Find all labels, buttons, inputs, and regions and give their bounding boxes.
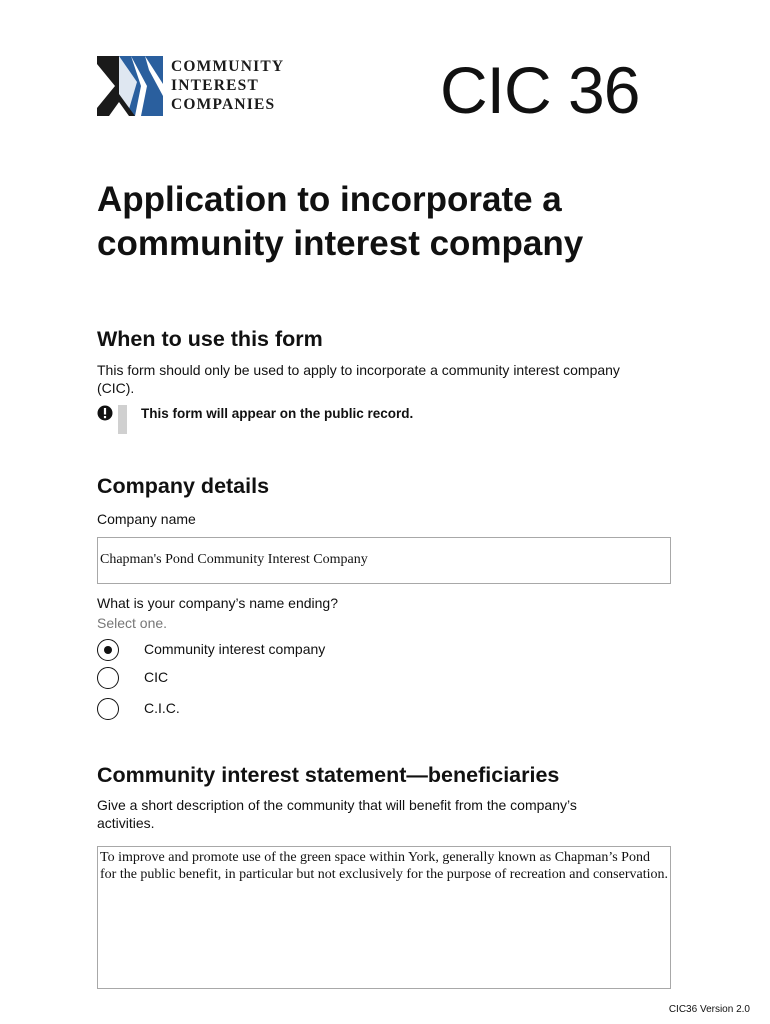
radio-label: C.I.C. bbox=[144, 700, 180, 716]
public-record-notice: This form will appear on the public record. bbox=[141, 406, 414, 421]
logo-line-3: COMPANIES bbox=[171, 96, 276, 113]
logo-line-2: INTEREST bbox=[171, 77, 259, 94]
page-title: Application to incorporate a community interest company bbox=[97, 180, 584, 263]
radio-button[interactable] bbox=[97, 698, 119, 720]
form-version: CIC36 Version 2.0 bbox=[668, 1004, 750, 1015]
company-name-field[interactable] bbox=[97, 537, 671, 584]
notice-bar bbox=[118, 405, 127, 434]
company-name-value: Chapman's Pond Community Interest Company bbox=[100, 552, 368, 567]
radio-label: Community interest company bbox=[144, 641, 326, 657]
when-to-use-text: This form should only be used to apply to incorporate a community interest company (CIC). bbox=[97, 362, 620, 396]
radio-button-selected[interactable] bbox=[97, 639, 119, 661]
beneficiaries-value: To improve and promote use of the green space within York, generally known as Chapman’s Pond for the public benefit, in particular but not exclusively for the purpose of recreation and conservation. bbox=[100, 850, 668, 882]
name-ending-question: What is your company’s name ending? bbox=[97, 595, 338, 611]
cic-logo bbox=[97, 56, 307, 118]
company-name-label: Company name bbox=[97, 511, 196, 527]
radio-option-c-i-c[interactable] bbox=[97, 698, 497, 724]
radio-label: CIC bbox=[144, 669, 169, 685]
beneficiaries-heading: Community interest statement—beneficiaries bbox=[97, 763, 560, 787]
logo-wordmark bbox=[171, 57, 284, 114]
beneficiaries-instructions: Give a short description of the community that will benefit from the company’s activities. bbox=[97, 797, 577, 831]
radio-option-cic[interactable] bbox=[97, 667, 497, 693]
form-code: CIC 36 bbox=[440, 53, 640, 127]
radio-option-community-interest-company[interactable] bbox=[97, 639, 497, 665]
beneficiaries-field[interactable] bbox=[97, 846, 671, 989]
exclamation-icon bbox=[97, 405, 113, 421]
when-to-use-heading: When to use this form bbox=[97, 327, 323, 351]
name-ending-hint: Select one. bbox=[97, 615, 168, 631]
company-details-heading: Company details bbox=[97, 474, 270, 498]
logo-line-1: COMMUNITY bbox=[171, 58, 285, 75]
radio-button[interactable] bbox=[97, 667, 119, 689]
cic-logo-mark-icon bbox=[97, 56, 163, 116]
